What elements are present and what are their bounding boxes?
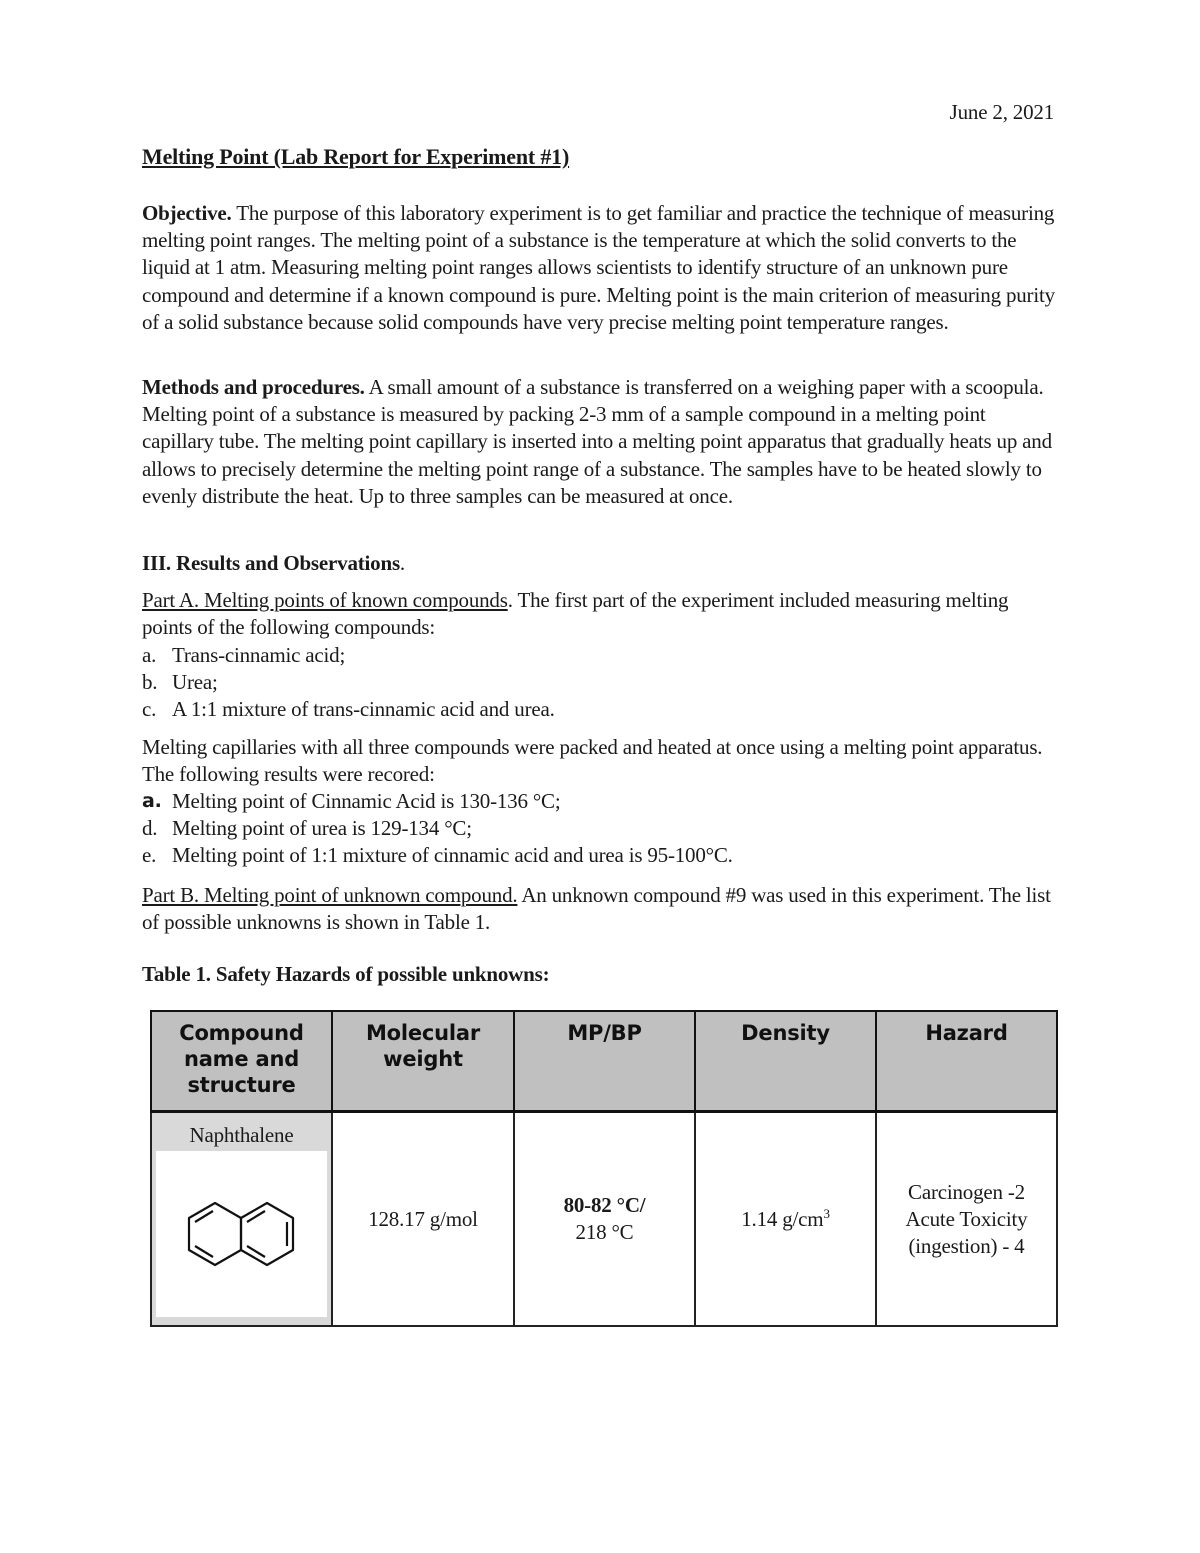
list-item <box>142 696 1062 723</box>
list-item-text: A 1:1 mixture of trans-cinnamic acid and urea. <box>172 697 555 721</box>
column-header-compound: Compound name and structure <box>151 1011 332 1112</box>
compound-cell <box>151 1112 332 1327</box>
part-a-paragraph <box>142 587 1062 641</box>
list-item <box>142 842 1062 869</box>
objective-paragraph <box>142 200 1062 336</box>
list-marker: a. <box>142 790 162 812</box>
part-b-text: An unknown compound #9 was used in this experiment. The list of possible unknowns is shown in Table 1. <box>142 883 1051 935</box>
part-b-label: Part B. Melting point of unknown compound. <box>142 883 518 907</box>
list-marker: e. <box>142 843 157 867</box>
results-heading-text: III. Results and Observations <box>142 551 400 575</box>
hazard-line: Acute Toxicity <box>905 1206 1028 1231</box>
hazard-line: (ingestion) - 4 <box>908 1233 1025 1258</box>
mp-bp-cell <box>514 1112 695 1327</box>
density-cell <box>695 1112 876 1327</box>
list-item <box>142 669 1062 696</box>
list-marker: a. <box>142 643 157 667</box>
report-date: June 2, 2021 <box>949 100 1054 124</box>
naphthalene-structure-icon <box>187 1201 297 1267</box>
objective-label: Objective. <box>142 201 232 225</box>
molecular-weight-cell: 128.17 g/mol <box>332 1112 514 1327</box>
melting-point-value: 80-82 °C/ <box>563 1193 646 1217</box>
table-caption: Table 1. Safety Hazards of possible unknowns: <box>142 962 550 986</box>
compound-list <box>142 642 1062 723</box>
list-marker: b. <box>142 670 158 694</box>
part-a-label: Part A. Melting points of known compounds <box>142 588 508 612</box>
list-item-text: Melting point of urea is 129-134 °C; <box>172 816 472 840</box>
density-value: 1.14 g/cm <box>741 1206 824 1231</box>
methods-paragraph <box>142 374 1062 510</box>
part-a-text: . The first part of the experiment included measuring melting points of the following compounds: <box>142 588 1009 640</box>
structure-image <box>156 1151 327 1317</box>
list-item <box>142 642 1062 669</box>
list-item-text: Trans-cinnamic acid; <box>172 643 346 667</box>
list-item <box>142 815 1062 842</box>
report-title: Melting Point (Lab Report for Experiment #1) <box>142 144 570 169</box>
results-heading-suffix: . <box>399 551 405 575</box>
column-header-mp-bp: MP/BP <box>514 1011 695 1112</box>
column-header-density: Density <box>695 1011 876 1112</box>
density-exponent: 3 <box>823 1205 830 1221</box>
list-marker: d. <box>142 816 158 840</box>
boiling-point-value: 218 °C <box>575 1220 634 1244</box>
table-header-row <box>151 1011 1057 1112</box>
hazards-table <box>150 1010 1058 1327</box>
list-item-text: Melting point of Cinnamic Acid is 130-136 °C; <box>172 789 561 813</box>
objective-text: The purpose of this laboratory experiment is to get familiar and practice the technique of measuring melting point ranges. The melting point of a substance is the temperature at which the solid converts to the liquid at 1 atm. Measuring melting point ranges allows scientists to identify structure of an unknown pure compound and determine if a known compound is pure. Melting point is the main criterion of measuring purity of a solid substance because solid compounds have very precise melting point temperature ranges. <box>142 201 1055 334</box>
column-header-molecular-weight: Molecular weight <box>332 1011 514 1112</box>
list-marker: c. <box>142 697 157 721</box>
results-heading <box>142 550 1062 577</box>
procedure-paragraph: Melting capillaries with all three compounds were packed and heated at once using a melting point apparatus. The following results were recored: <box>142 735 1043 787</box>
column-header-hazard: Hazard <box>876 1011 1057 1112</box>
list-item-text: Urea; <box>172 670 218 694</box>
hazard-cell <box>876 1112 1057 1327</box>
table-row <box>151 1112 1057 1327</box>
list-item <box>142 788 1062 815</box>
methods-label: Methods and procedures. <box>142 375 365 399</box>
part-b-paragraph <box>142 882 1062 936</box>
methods-text: A small amount of a substance is transferred on a weighing paper with a scoopula. Melting point of a substance is measured by packing 2-3 mm of a sample compound in a melting point capillary tube. The melting point capillary is inserted into a melting point apparatus that gradually heats up and allows to precisely determine the melting point range of a substance. The samples have to be heated slowly to evenly distribute the heat. Up to three samples can be measured at once. <box>142 375 1052 508</box>
results-list <box>142 788 1062 869</box>
compound-name: Naphthalene <box>189 1122 294 1147</box>
list-item-text: Melting point of 1:1 mixture of cinnamic acid and urea is 95-100°C. <box>172 843 733 867</box>
hazard-line: Carcinogen -2 <box>908 1179 1025 1204</box>
